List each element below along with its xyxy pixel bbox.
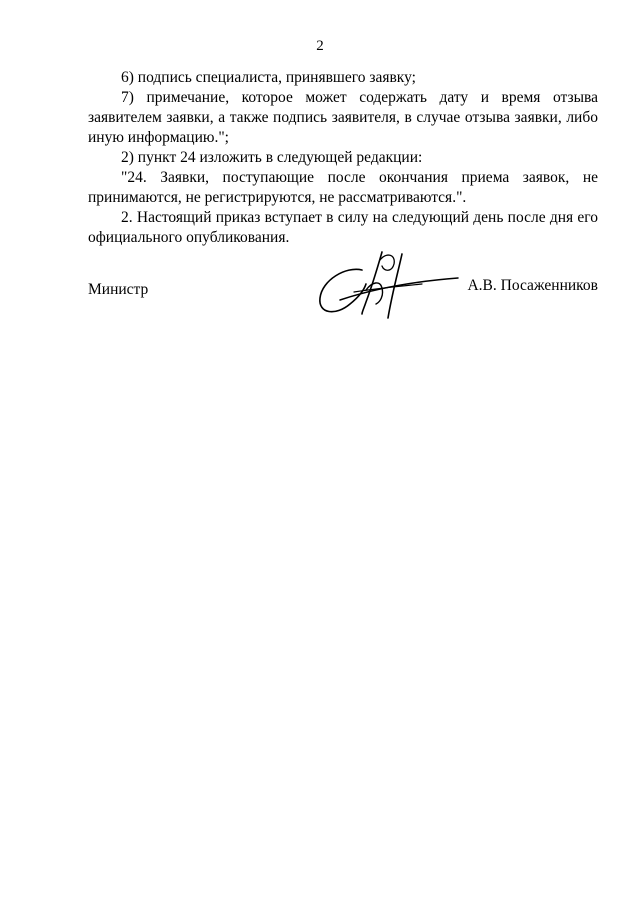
page-number: 2 bbox=[316, 38, 324, 54]
paragraph-point-24-intro: 2) пункт 24 изложить в следующей редакции: bbox=[121, 149, 423, 166]
paragraph-point-24-text: "24. Заявки, поступающие после окончания приема заявок, не принимаются, не регистрируются, не рассматриваются.". bbox=[88, 169, 598, 206]
signature-block bbox=[88, 246, 598, 326]
signatory-title: Министр bbox=[88, 281, 149, 298]
paragraph-effective-date: 2. Настоящий приказ вступает в силу на следующий день после дня его официального опубликования. bbox=[88, 209, 598, 246]
handwritten-signature-icon bbox=[310, 246, 460, 326]
document-body bbox=[88, 68, 598, 248]
signatory-name: А.В. Посаженников bbox=[467, 277, 598, 294]
paragraph-item-6-signature: 6) подпись специалиста, принявшего заявку; bbox=[121, 69, 416, 86]
paragraph-item-7-note: 7) примечание, которое может содержать дату и время отзыва заявителем заявки, а также подпись заявителя, в случае отзыва заявки, либо иную информацию."; bbox=[88, 89, 598, 146]
